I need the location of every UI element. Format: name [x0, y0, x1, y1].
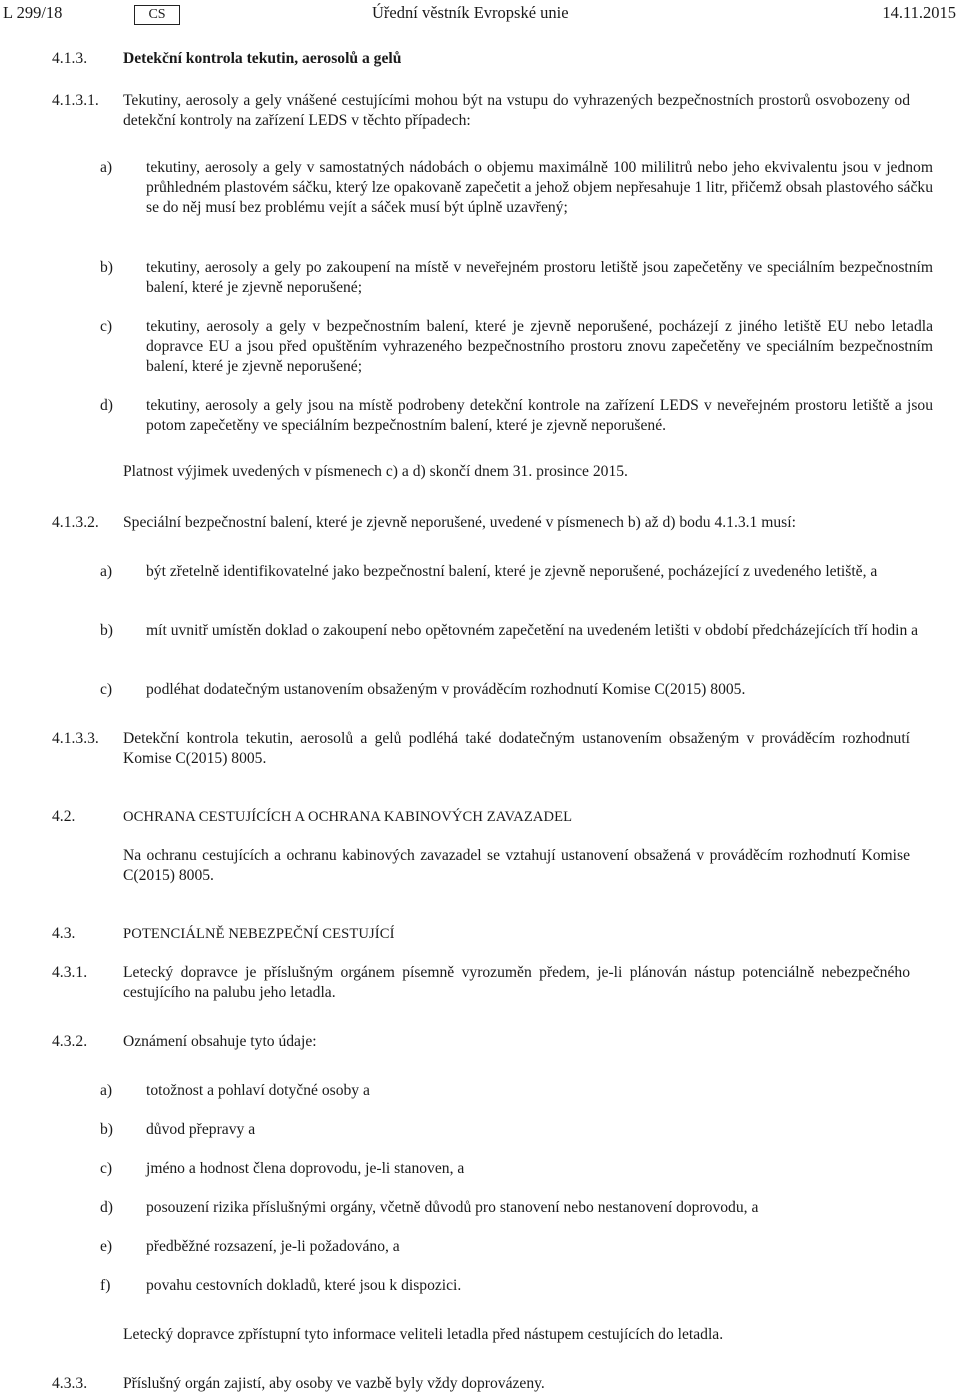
list-item-d: [100, 396, 933, 436]
item-text: tekutiny, aerosoly a gely v bezpečnostním balení, které je zjevně neporušené, pocházejí z jiného letiště EU nebo letadla dopravce EU a jsou před opuštěním vyhrazeného bezpečnostního prostoru znovu zapečetěny ve speciálním bezpečnostním balení, které je zjevně neporušené;: [146, 318, 933, 375]
item-label: b): [100, 622, 113, 639]
section-intro: Oznámení obsahuje tyto údaje:: [123, 1033, 317, 1050]
section-4-2-text: Na ochranu cestujících a ochranu kabinových zavazadel se vztahují ustanovení obsažená v prováděcím rozhodnutí Komise C(2015) 8005.: [123, 847, 910, 884]
section-number: 4.2.: [52, 808, 76, 825]
list-item-a: [100, 562, 933, 582]
section-title: Detekční kontrola tekutin, aerosolů a gelů: [123, 50, 402, 67]
section-number: 4.1.3.3.: [52, 730, 99, 747]
item-label: a): [100, 563, 113, 580]
section-number: 4.1.3.: [52, 50, 88, 67]
item-label: c): [100, 318, 113, 335]
section-intro: Tekutiny, aerosoly a gely vnášené cestujícími mohou být na vstupu do vyhrazených bezpečnostních prostorů osvobozeny od detekční kontroly na zařízení LEDS v těchto případech:: [123, 92, 910, 129]
list-item-d: [100, 1198, 933, 1218]
page-reference: L 299/18: [3, 3, 63, 22]
list-item-a: [100, 1081, 933, 1101]
list-item-e: [100, 1237, 933, 1257]
item-text: tekutiny, aerosoly a gely po zakoupení na místě v neveřejném prostoru letiště jsou zapečetěny ve speciálním bezpečnostním balení, které je zjevně neporušené;: [146, 259, 933, 296]
section-number: 4.1.3.2.: [52, 514, 99, 531]
section-text: Letecký dopravce je příslušným orgánem písemně vyrozuměn předem, je-li plánován nástup potenciálně nebezpečného cestujícího na palubu jeho letadla.: [123, 964, 910, 1001]
item-label: a): [100, 1082, 113, 1099]
item-text: povahu cestovních dokladů, které jsou k dispozici.: [146, 1277, 462, 1294]
item-label: a): [100, 159, 113, 176]
page-header: [0, 3, 960, 25]
publication-date: 14.11.2015: [882, 3, 956, 22]
list-item-c: [100, 1159, 933, 1179]
list-item-b: [100, 1120, 933, 1140]
section-number: 4.3.2.: [52, 1033, 88, 1050]
item-label: b): [100, 1121, 113, 1138]
section-number: 4.3.3.: [52, 1375, 88, 1392]
item-text: totožnost a pohlaví dotyčné osoby a: [146, 1082, 370, 1099]
section-4-3-2-closing: Letecký dopravce zpřístupní tyto informace veliteli letadla před nástupem cestujících do letadla.: [123, 1326, 724, 1343]
list-item-b: [100, 258, 933, 298]
item-text: jméno a hodnost člena doprovodu, je-li stanoven, a: [146, 1160, 465, 1177]
item-text: mít uvnitř umístěn doklad o zakoupení nebo opětovném zapečetění na uvedeném letišti v období předcházejících tří hodin a: [146, 622, 919, 639]
section-title: OCHRANA CESTUJÍCÍCH A OCHRANA KABINOVÝCH ZAVAZADEL: [123, 809, 573, 825]
item-label: f): [100, 1277, 111, 1294]
list-item-f: [100, 1276, 933, 1296]
section-title: POTENCIÁLNĚ NEBEZPEČNÍ CESTUJÍCÍ: [123, 926, 395, 942]
item-label: c): [100, 681, 113, 698]
item-label: b): [100, 259, 113, 276]
item-text: důvod přepravy a: [146, 1121, 256, 1138]
list-item-c: [100, 680, 933, 700]
section-number: 4.3.: [52, 925, 76, 942]
list-item-a: [100, 158, 933, 218]
language-badge: CS: [134, 5, 180, 25]
list-item-b: [100, 621, 933, 641]
item-text: být zřetelně identifikovatelné jako bezpečnostní balení, které je zjevně neporušené, pocházející z uvedeného letiště, a: [146, 563, 878, 580]
item-label: d): [100, 397, 113, 414]
exemption-validity-note: Platnost výjimek uvedených v písmenech c) a d) skončí dnem 31. prosince 2015.: [123, 463, 628, 480]
list-item-c: [100, 317, 933, 377]
section-number: 4.1.3.1.: [52, 92, 99, 109]
item-text: předběžné rozsazení, je-li požadováno, a: [146, 1238, 400, 1255]
item-text: posouzení rizika příslušnými orgány, včetně důvodů pro stanovení nebo nestanovení doprovodu, a: [146, 1199, 759, 1216]
section-text: Příslušný orgán zajistí, aby osoby ve vazbě byly vždy doprovázeny.: [123, 1375, 545, 1392]
journal-title: Úřední věstník Evropské unie: [372, 3, 569, 22]
item-label: e): [100, 1238, 113, 1255]
section-text: Detekční kontrola tekutin, aerosolů a gelů podléhá také dodatečným ustanovením obsaženým v prováděcím rozhodnutí Komise C(2015) 8005.: [123, 730, 910, 767]
item-text: tekutiny, aerosoly a gely v samostatných nádobách o objemu maximálně 100 mililitrů nebo jeho ekvivalentu jsou v jednom průhledném plastovém sáčku, který lze opakovaně zapečetit a jehož objem nepřesahuje 1 litr, přičemž obsah plastového sáčku se do něj musí bez problému vejít a sáček musí být úplně uzavřený;: [146, 159, 933, 216]
section-number: 4.3.1.: [52, 964, 88, 981]
item-label: c): [100, 1160, 113, 1177]
section-intro: Speciální bezpečnostní balení, které je zjevně neporušené, uvedené v písmenech b) až d) bodu 4.1.3.1 musí:: [123, 514, 796, 531]
item-label: d): [100, 1199, 113, 1216]
item-text: podléhat dodatečným ustanovením obsaženým v prováděcím rozhodnutí Komise C(2015) 8005.: [146, 681, 746, 698]
item-text: tekutiny, aerosoly a gely jsou na místě podrobeny detekční kontrole na zařízení LEDS v neveřejném prostoru letiště a jsou potom zapečetěny ve speciálním bezpečnostním balení, které je zjevně neporušené.: [146, 397, 933, 434]
